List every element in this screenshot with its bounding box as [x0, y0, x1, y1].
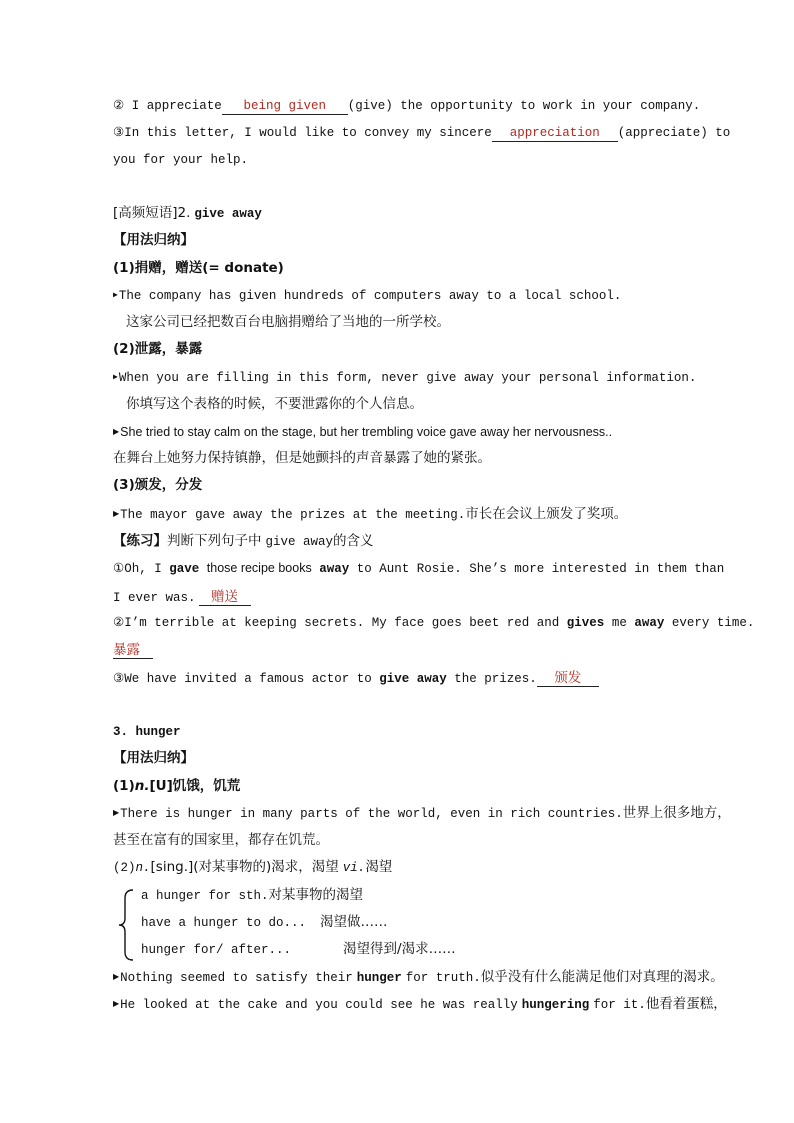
example-cn: 市长在会议上颁发了奖项。 — [465, 506, 628, 522]
phrase-en: a hunger for sth. — [141, 889, 269, 903]
exercise-text: (give) the opportunity to work in your company. — [347, 99, 701, 113]
example-sentence — [113, 998, 727, 1012]
meaning-2-title — [113, 861, 392, 875]
practice-tail: 的含义 — [333, 533, 374, 549]
meaning-3-title: (3)颁发，分发 — [113, 477, 203, 493]
usage-title: 【用法归纳】 — [113, 750, 194, 766]
practice-text: 判断下列句子中 — [167, 533, 262, 549]
example-en: He looked at the cake and you could see he was really — [120, 998, 518, 1012]
exercise-item-3-cont: you for your help. — [113, 153, 249, 167]
meaning-1-title: (1)捐赠，赠送(= donate) — [113, 260, 284, 276]
answer-blank: appreciation — [492, 126, 618, 142]
practice-item-1-cont — [113, 590, 251, 606]
section-phrase: give away — [194, 207, 262, 221]
example-cn: 世界上很多地方， — [622, 805, 731, 821]
part-of-speech: n. — [135, 861, 151, 875]
example-sentence — [113, 372, 696, 385]
phrase-item-1 — [141, 889, 363, 903]
answer-blank: being given — [222, 99, 348, 115]
keyword: hungering — [521, 998, 590, 1012]
practice-item-2-answer — [113, 643, 153, 659]
meaning-text: [U]饥饿，饥荒 — [149, 778, 241, 794]
exercise-text: ③In this letter, I would like to convey my sincere — [113, 126, 492, 140]
example-en: There is hunger in many parts of the world, even in rich countries. — [120, 807, 623, 821]
usage-title: 【用法归纳】 — [113, 232, 194, 248]
brace-icon — [117, 888, 137, 962]
practice-text: every time. — [671, 616, 755, 630]
practice-phrase: give away — [265, 535, 333, 549]
example-sentence — [113, 971, 724, 985]
example-cn: 他看着蛋糕， — [645, 996, 727, 1012]
example-translation: 你填写这个表格的时候，不要泄露你的个人信息。 — [126, 396, 423, 412]
example-translation: 甚至在富有的国家里，都存在饥荒。 — [113, 832, 329, 848]
example-en: for it. — [593, 998, 646, 1012]
example-sentence — [113, 508, 627, 522]
practice-item-3 — [113, 671, 599, 687]
answer-blank: 颁发 — [537, 671, 599, 687]
exercise-item-2 — [113, 99, 700, 115]
phrase-en: have a hunger to do... — [141, 916, 307, 930]
practice-item-1 — [113, 562, 724, 576]
phrase-en: hunger for/ after... — [141, 943, 292, 957]
meaning-text: 渴望 — [365, 859, 393, 875]
practice-text: those recipe books — [206, 561, 312, 575]
keyword: hunger — [356, 971, 402, 985]
practice-text: ③We have invited a famous actor to — [113, 672, 372, 686]
example-translation: 这家公司已经把数百台电脑捐赠给了当地的一所学校。 — [126, 314, 450, 330]
bullet-icon: ▶ — [113, 373, 118, 382]
example-en: for truth. — [405, 971, 481, 985]
example-sentence — [113, 807, 731, 821]
exercise-item-3 — [113, 126, 730, 142]
meaning-1-title — [113, 780, 240, 794]
answer-blank: 赠送 — [199, 590, 251, 606]
part-of-speech: vi. — [342, 861, 366, 875]
meaning-2-title: (2)泄露，暴露 — [113, 341, 203, 357]
section-heading: 3. hunger — [113, 725, 181, 739]
exercise-text: ② I appreciate — [113, 99, 222, 113]
keyword: give away — [379, 672, 447, 686]
phrase-cn: 渴望做…… — [320, 914, 388, 930]
meaning-text: [sing.](对某事物的)渴求，渴望 — [150, 859, 339, 875]
practice-label: 【练习】 — [113, 533, 167, 549]
meaning-number: (2) — [113, 861, 136, 875]
part-of-speech: n. — [134, 778, 150, 794]
keyword: gives — [566, 616, 605, 630]
meaning-number: (1) — [113, 778, 135, 794]
example-en: Nothing seemed to satisfy their — [120, 971, 353, 985]
phrase-cn: 对某事物的渴望 — [268, 887, 364, 903]
example-cn: 似乎没有什么能满足他们对真理的渴求。 — [480, 969, 724, 985]
answer-blank: 暴露 — [113, 643, 153, 659]
keyword: away — [634, 616, 665, 630]
practice-text: the prizes. — [454, 672, 537, 686]
bullet-icon: ▶ — [113, 999, 120, 1008]
practice-heading — [113, 535, 374, 549]
section-heading — [113, 207, 262, 221]
bullet-icon: ▶ — [113, 808, 120, 817]
example-translation: 在舞台上她努力保持镇静，但是她颤抖的声音暴露了她的紧张。 — [113, 450, 491, 466]
example-en: The mayor gave away the prizes at the meeting. — [120, 508, 466, 522]
practice-text: me — [611, 616, 627, 630]
example-en: The company has given hundreds of computers away to a local school. — [118, 289, 622, 303]
practice-item-2 — [113, 617, 754, 630]
practice-text: I ever was. — [113, 591, 196, 605]
practice-text: ①Oh, I — [113, 562, 162, 576]
example-en: She tried to stay calm on the stage, but her trembling voice gave away her nervousness.. — [120, 425, 613, 439]
phrase-cn: 渴望得到/渴求…… — [343, 941, 456, 957]
practice-text: to Aunt Rosie. She’s more interested in them than — [356, 562, 725, 576]
bullet-icon: ▶ — [113, 509, 120, 518]
keyword: gave — [169, 562, 200, 576]
example-sentence — [113, 426, 612, 439]
example-sentence — [113, 290, 621, 303]
section-tag: [高频短语]2. — [113, 205, 191, 221]
practice-text: ②I’m terrible at keeping secrets. My face goes beet red and — [113, 616, 560, 630]
bullet-icon: ▶ — [113, 972, 120, 981]
keyword: away — [319, 562, 350, 576]
phrase-item-2 — [141, 916, 388, 930]
bullet-icon: ▶ — [113, 291, 118, 300]
exercise-text: (appreciate) to — [617, 126, 731, 140]
example-en: When you are filling in this form, never give away your personal information. — [118, 371, 697, 385]
phrase-item-3 — [141, 943, 456, 957]
bullet-icon: ▶ — [113, 427, 120, 436]
